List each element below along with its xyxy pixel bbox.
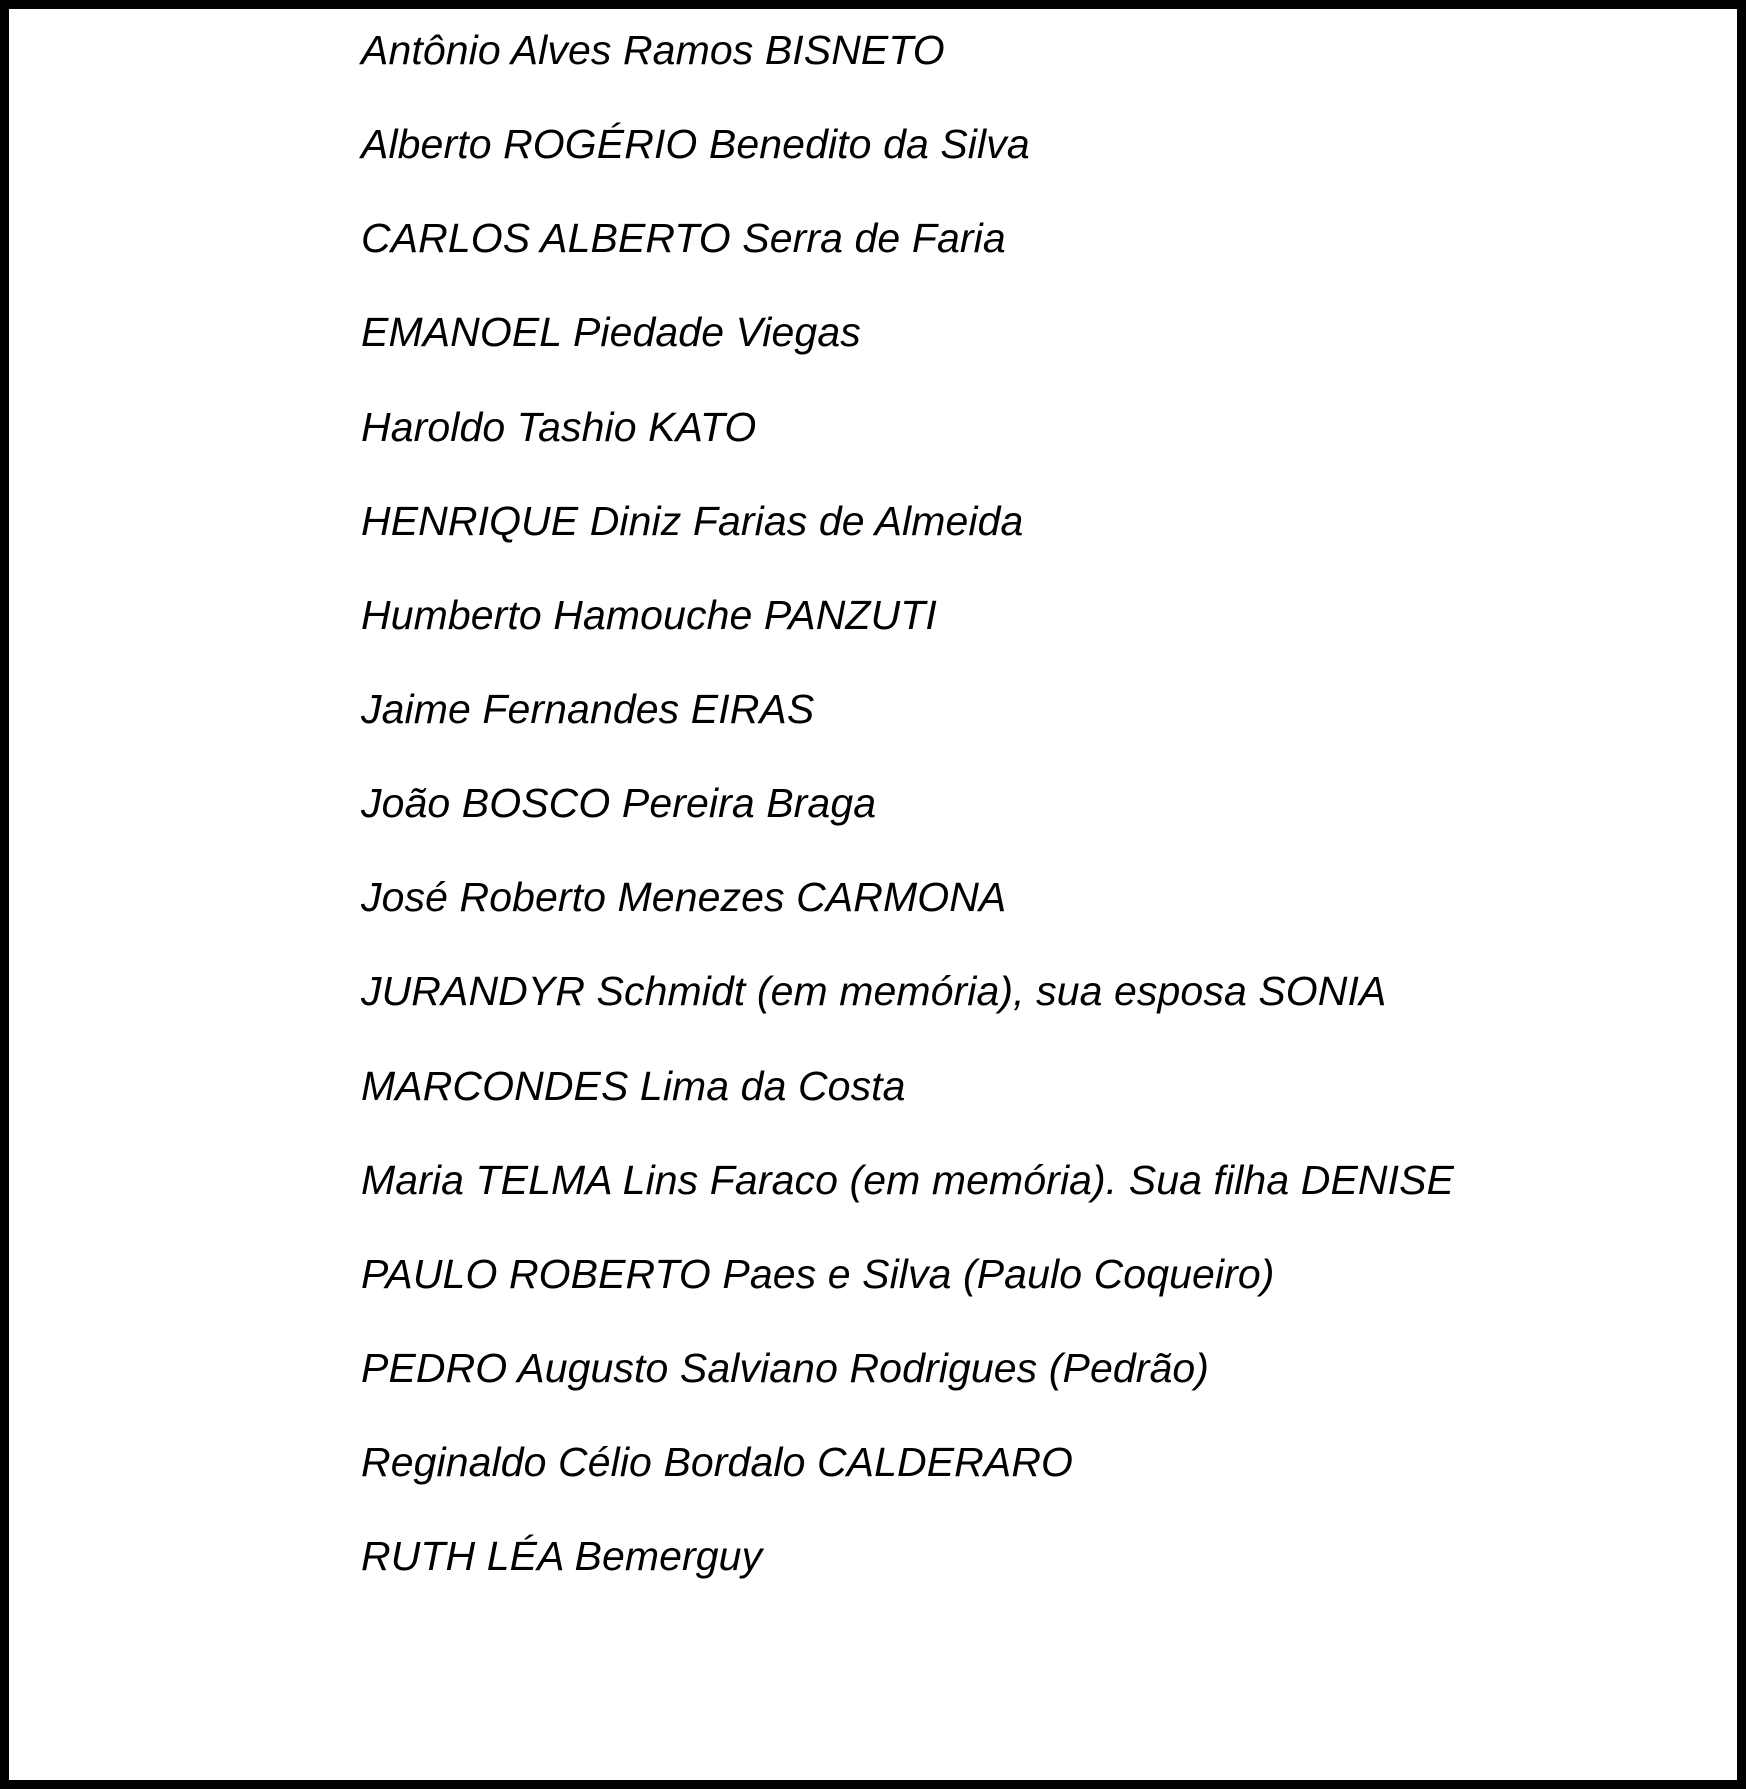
list-item: João BOSCO Pereira Braga: [361, 780, 877, 827]
list-item: José Roberto Menezes CARMONA: [361, 874, 1007, 921]
list-item: EMANOEL Piedade Viegas: [361, 309, 861, 356]
list-item: Antônio Alves Ramos BISNETO: [361, 27, 945, 73]
list-item: HENRIQUE Diniz Farias de Almeida: [361, 497, 1024, 544]
list-item: Maria TELMA Lins Faraco (em memória). Sua filha DENISE: [361, 1156, 1454, 1203]
list-item: Haroldo Tashio KATO: [361, 403, 757, 450]
list-item: Alberto ROGÉRIO Benedito da Silva: [361, 121, 1030, 168]
list-item: Humberto Hamouche PANZUTI: [361, 591, 937, 638]
list-item: PEDRO Augusto Salviano Rodrigues (Pedrão): [361, 1344, 1210, 1391]
list-item: PAULO ROBERTO Paes e Silva (Paulo Coqueiro): [361, 1250, 1275, 1297]
list-item: MARCONDES Lima da Costa: [361, 1062, 906, 1109]
list-item: Jaime Fernandes EIRAS: [361, 685, 815, 732]
list-item: Reginaldo Célio Bordalo CALDERARO: [361, 1439, 1074, 1486]
list-item: JURANDYR Schmidt (em memória), sua esposa SONIA: [361, 968, 1387, 1015]
list-item: CARLOS ALBERTO Serra de Faria: [361, 215, 1006, 262]
list-item: RUTH LÉA Bemerguy: [361, 1533, 763, 1580]
names-list: [9, 9, 1737, 1610]
